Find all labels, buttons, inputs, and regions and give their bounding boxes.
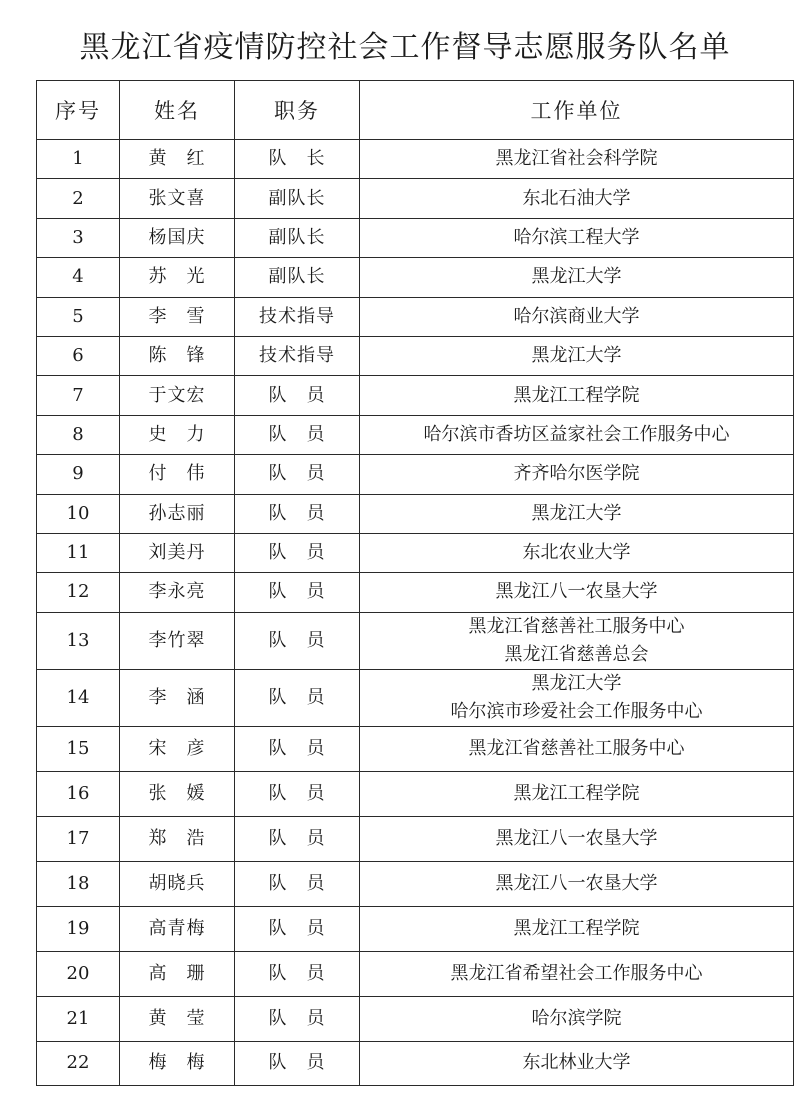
cell-role: 技术指导 bbox=[235, 336, 360, 375]
table-header-row bbox=[37, 81, 794, 140]
unit-line: 黑龙江八一农垦大学 bbox=[495, 581, 658, 603]
cell-role: 队 长 bbox=[235, 140, 360, 179]
cell-unit bbox=[360, 906, 794, 951]
cell-name: 黄 红 bbox=[120, 140, 235, 179]
cell-unit bbox=[360, 179, 794, 218]
cell-unit bbox=[360, 816, 794, 861]
cell-name: 胡晓兵 bbox=[120, 861, 235, 906]
cell-number: 21 bbox=[37, 996, 120, 1041]
roster-table bbox=[36, 80, 794, 1086]
table-row bbox=[37, 140, 794, 179]
cell-role: 队 员 bbox=[235, 906, 360, 951]
cell-name: 陈 锋 bbox=[120, 336, 235, 375]
unit-line: 哈尔滨市香坊区益家社会工作服务中心 bbox=[423, 423, 730, 445]
unit-line: 黑龙江大学 bbox=[531, 345, 622, 367]
cell-role: 副队长 bbox=[235, 218, 360, 257]
cell-number: 4 bbox=[37, 258, 120, 297]
unit-line: 黑龙江八一农垦大学 bbox=[495, 827, 658, 849]
table-row bbox=[37, 258, 794, 297]
cell-number: 11 bbox=[37, 533, 120, 572]
cell-number: 10 bbox=[37, 494, 120, 533]
unit-line: 哈尔滨商业大学 bbox=[513, 305, 640, 327]
cell-role: 队 员 bbox=[235, 951, 360, 996]
unit-line: 哈尔滨学院 bbox=[531, 1007, 622, 1029]
table-row bbox=[37, 816, 794, 861]
cell-role: 队 员 bbox=[235, 1041, 360, 1085]
cell-name: 高 珊 bbox=[120, 951, 235, 996]
cell-name: 李 涵 bbox=[120, 669, 235, 726]
cell-role: 队 员 bbox=[235, 726, 360, 771]
cell-unit bbox=[360, 573, 794, 612]
cell-role: 副队长 bbox=[235, 258, 360, 297]
unit-line: 黑龙江省慈善社工服务中心 bbox=[468, 615, 685, 637]
cell-unit bbox=[360, 861, 794, 906]
cell-name: 梅 梅 bbox=[120, 1041, 235, 1085]
table-row bbox=[37, 533, 794, 572]
unit-line: 黑龙江大学 bbox=[531, 672, 622, 694]
cell-name: 宋 彦 bbox=[120, 726, 235, 771]
cell-name: 黄 莹 bbox=[120, 996, 235, 1041]
cell-role: 技术指导 bbox=[235, 297, 360, 336]
cell-number: 14 bbox=[37, 669, 120, 726]
cell-number: 1 bbox=[37, 140, 120, 179]
unit-line: 黑龙江工程学院 bbox=[513, 384, 640, 406]
cell-unit bbox=[360, 771, 794, 816]
table-row bbox=[37, 218, 794, 257]
cell-role: 队 员 bbox=[235, 494, 360, 533]
table-row bbox=[37, 669, 794, 726]
cell-unit bbox=[360, 455, 794, 494]
unit-line: 黑龙江省希望社会工作服务中心 bbox=[450, 962, 703, 984]
header-number: 序号 bbox=[37, 81, 120, 140]
unit-line: 黑龙江省慈善总会 bbox=[504, 643, 649, 665]
cell-unit bbox=[360, 669, 794, 726]
table-row bbox=[37, 297, 794, 336]
cell-unit bbox=[360, 996, 794, 1041]
cell-unit bbox=[360, 297, 794, 336]
cell-number: 12 bbox=[37, 573, 120, 612]
unit-line: 黑龙江大学 bbox=[531, 266, 622, 288]
cell-role: 队 员 bbox=[235, 376, 360, 415]
cell-name: 于文宏 bbox=[120, 376, 235, 415]
table-row bbox=[37, 726, 794, 771]
header-name: 姓名 bbox=[120, 81, 235, 140]
table-row bbox=[37, 951, 794, 996]
table-row bbox=[37, 455, 794, 494]
cell-number: 7 bbox=[37, 376, 120, 415]
unit-line: 东北石油大学 bbox=[522, 187, 631, 209]
table-row bbox=[37, 376, 794, 415]
cell-number: 5 bbox=[37, 297, 120, 336]
cell-name: 苏 光 bbox=[120, 258, 235, 297]
cell-role: 队 员 bbox=[235, 455, 360, 494]
table-row bbox=[37, 1041, 794, 1085]
cell-role: 队 员 bbox=[235, 861, 360, 906]
cell-unit bbox=[360, 612, 794, 669]
unit-line: 黑龙江工程学院 bbox=[513, 782, 640, 804]
unit-line: 齐齐哈尔医学院 bbox=[513, 463, 640, 485]
unit-line: 黑龙江大学 bbox=[531, 502, 622, 524]
roster-body bbox=[37, 140, 794, 1086]
table-row bbox=[37, 861, 794, 906]
cell-number: 16 bbox=[37, 771, 120, 816]
cell-role: 队 员 bbox=[235, 415, 360, 454]
cell-number: 9 bbox=[37, 455, 120, 494]
table-row bbox=[37, 771, 794, 816]
unit-line: 黑龙江省慈善社工服务中心 bbox=[468, 737, 685, 759]
cell-number: 8 bbox=[37, 415, 120, 454]
cell-unit bbox=[360, 218, 794, 257]
unit-line: 黑龙江八一农垦大学 bbox=[495, 872, 658, 894]
cell-role: 队 员 bbox=[235, 771, 360, 816]
cell-unit bbox=[360, 258, 794, 297]
cell-name: 张文喜 bbox=[120, 179, 235, 218]
page-title: 黑龙江省疫情防控社会工作督导志愿服务队名单 bbox=[79, 30, 731, 65]
unit-line: 黑龙江工程学院 bbox=[513, 917, 640, 939]
cell-role: 队 员 bbox=[235, 612, 360, 669]
cell-number: 20 bbox=[37, 951, 120, 996]
unit-line: 哈尔滨市珍爱社会工作服务中心 bbox=[450, 700, 703, 722]
cell-number: 6 bbox=[37, 336, 120, 375]
unit-line: 黑龙江省社会科学院 bbox=[495, 148, 658, 170]
cell-unit bbox=[360, 494, 794, 533]
unit-line: 哈尔滨工程大学 bbox=[513, 226, 640, 248]
table-row bbox=[37, 573, 794, 612]
table-row bbox=[37, 494, 794, 533]
cell-unit bbox=[360, 140, 794, 179]
cell-name: 刘美丹 bbox=[120, 533, 235, 572]
table-row bbox=[37, 612, 794, 669]
unit-line: 东北农业大学 bbox=[522, 542, 631, 564]
cell-number: 19 bbox=[37, 906, 120, 951]
cell-role: 队 员 bbox=[235, 996, 360, 1041]
cell-unit bbox=[360, 336, 794, 375]
cell-number: 3 bbox=[37, 218, 120, 257]
cell-role: 队 员 bbox=[235, 816, 360, 861]
cell-unit bbox=[360, 1041, 794, 1085]
table-row bbox=[37, 415, 794, 454]
cell-role: 副队长 bbox=[235, 179, 360, 218]
table-row bbox=[37, 179, 794, 218]
table-row bbox=[37, 906, 794, 951]
table-row bbox=[37, 996, 794, 1041]
cell-name: 郑 浩 bbox=[120, 816, 235, 861]
cell-name: 李竹翠 bbox=[120, 612, 235, 669]
cell-number: 22 bbox=[37, 1041, 120, 1085]
cell-name: 付 伟 bbox=[120, 455, 235, 494]
cell-role: 队 员 bbox=[235, 573, 360, 612]
cell-unit bbox=[360, 533, 794, 572]
cell-name: 张 媛 bbox=[120, 771, 235, 816]
cell-unit bbox=[360, 376, 794, 415]
cell-number: 17 bbox=[37, 816, 120, 861]
cell-number: 18 bbox=[37, 861, 120, 906]
cell-number: 15 bbox=[37, 726, 120, 771]
cell-unit bbox=[360, 726, 794, 771]
cell-name: 史 力 bbox=[120, 415, 235, 454]
cell-unit bbox=[360, 415, 794, 454]
table-row bbox=[37, 336, 794, 375]
cell-name: 杨国庆 bbox=[120, 218, 235, 257]
cell-name: 高青梅 bbox=[120, 906, 235, 951]
cell-name: 李 雪 bbox=[120, 297, 235, 336]
cell-name: 孙志丽 bbox=[120, 494, 235, 533]
cell-name: 李永亮 bbox=[120, 573, 235, 612]
header-role: 职务 bbox=[235, 81, 360, 140]
header-unit: 工作单位 bbox=[360, 81, 794, 140]
unit-line: 东北林业大学 bbox=[522, 1052, 631, 1074]
cell-unit bbox=[360, 951, 794, 996]
cell-number: 13 bbox=[37, 612, 120, 669]
cell-role: 队 员 bbox=[235, 533, 360, 572]
cell-number: 2 bbox=[37, 179, 120, 218]
cell-role: 队 员 bbox=[235, 669, 360, 726]
